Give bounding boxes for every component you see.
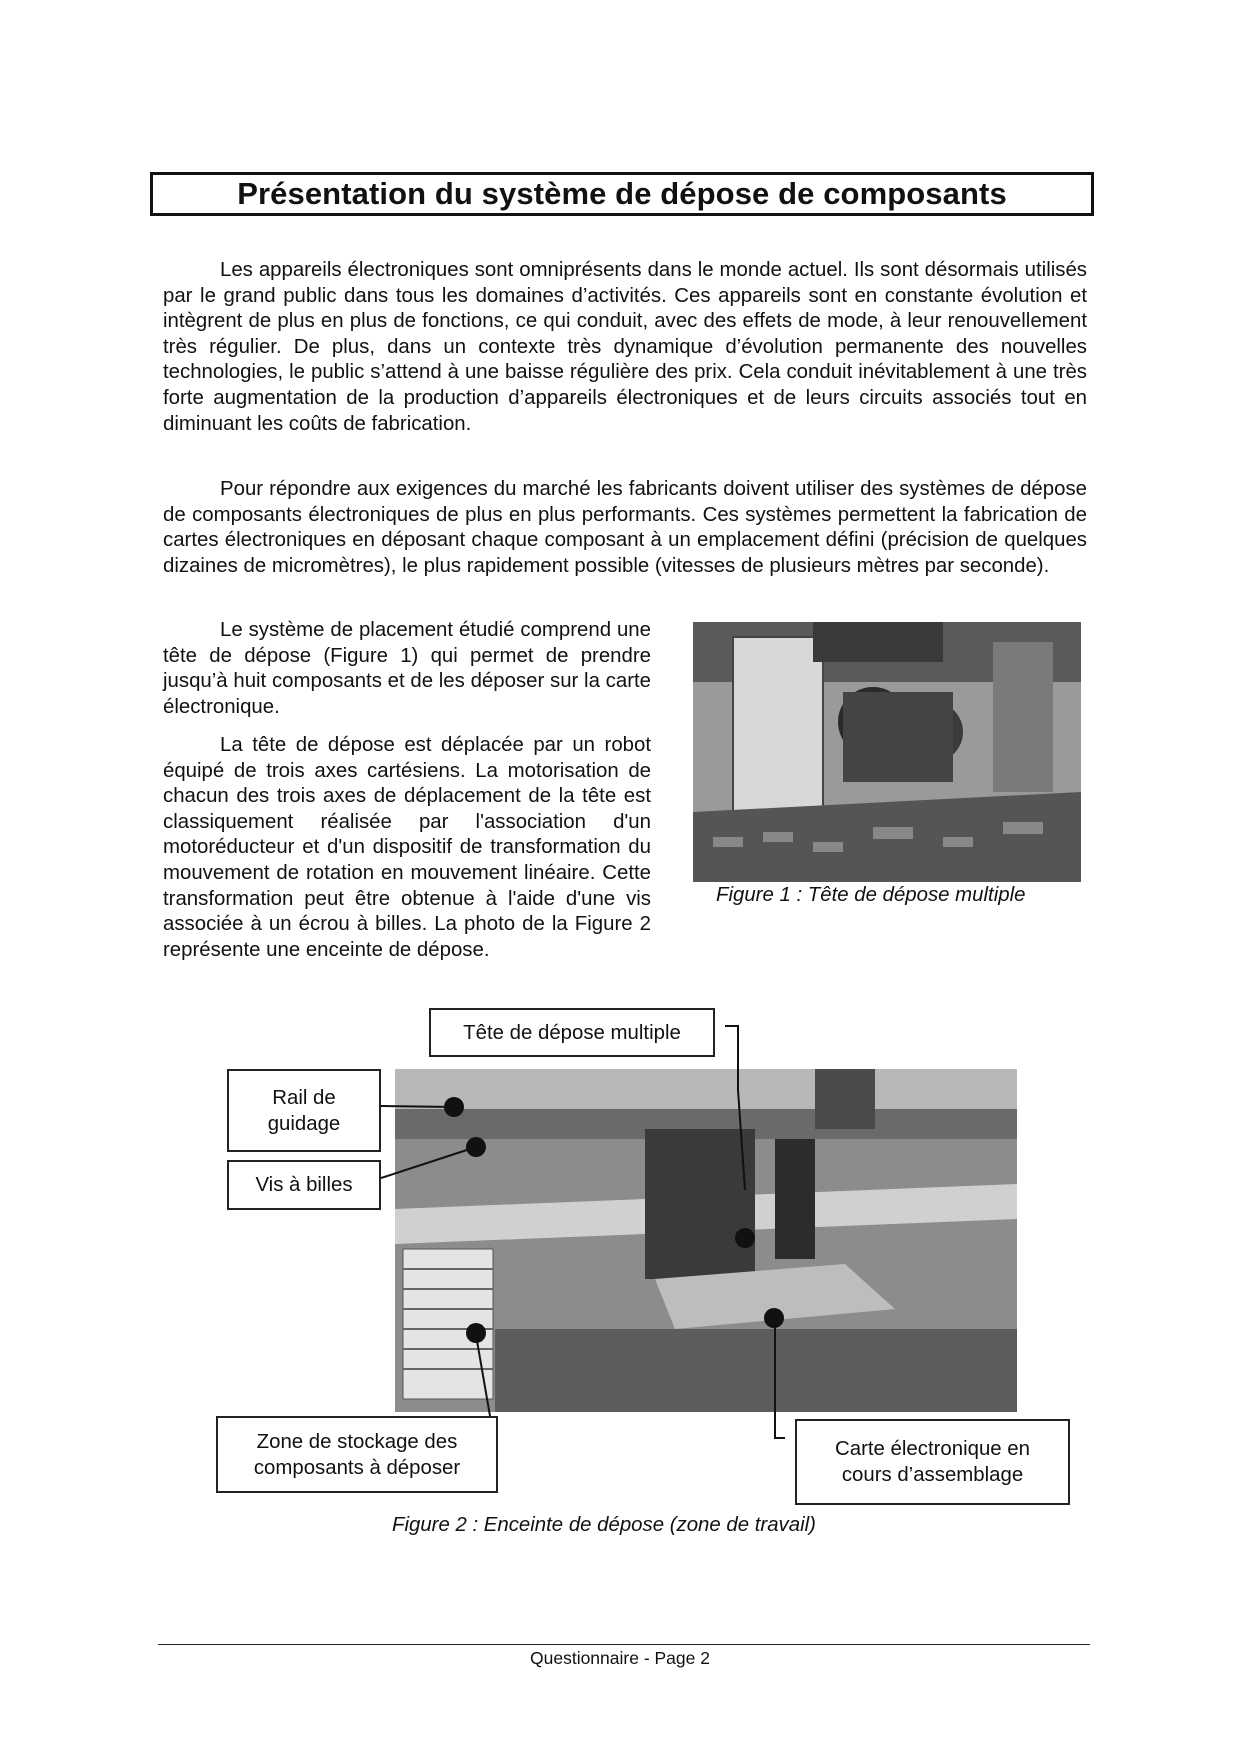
label-zone-line1: Zone de stockage des (256, 1430, 458, 1453)
page-footer: Questionnaire - Page 2 (530, 1648, 710, 1668)
label-rail-line1: Rail de (272, 1086, 336, 1109)
label-rail-guidage (227, 1069, 381, 1152)
label-tete-depose (429, 1008, 715, 1057)
label-vis-text: Vis à billes (255, 1174, 353, 1196)
footer-divider (158, 1644, 1090, 1645)
market-paragraph: Pour répondre aux exigences du marché les fabricants doivent utiliser des systèmes de dépose de composants électroniques de plus en plus performants. Ces systèmes permettent la fabrication de cartes électroniques en déposant chaque composant à un emplacement défini (précision de quelques dizaines de micromètres), le plus rapidement possible (vitesses de plusieurs mètres par seconde). (163, 478, 1087, 577)
label-zone-stockage (216, 1416, 498, 1493)
placement-system-paragraph: Le système de placement étudié comprend une tête de dépose (Figure 1) qui permet de prendre jusqu’à huit composants et de les déposer sur la carte électronique. (163, 619, 651, 718)
robot-axes-paragraph: La tête de dépose est déplacée par un robot équipé de trois axes cartésiens. La motorisation de chacun des trois axes de déplacement de la tête est classiquement réalisée par l'association d'un motoréducteur et d'un dispositif de transformation du mouvement de rotation en mouvement linéaire. Cette transformation peut être obtenue à l'aide d'une vis associée à un écrou à billes. La photo de la Figure 2 représente une enceinte de dépose. (163, 734, 651, 961)
label-rail-line2: guidage (267, 1112, 341, 1135)
label-zone-line2: composants à déposer (253, 1456, 461, 1479)
figure1-caption: Figure 1 : Tête de dépose multiple (716, 884, 1026, 906)
label-vis-billes (227, 1160, 381, 1210)
label-carte-electronique (795, 1419, 1070, 1505)
intro-paragraph: Les appareils électroniques sont omniprésents dans le monde actuel. Ils sont désormais utilisés par le grand public dans tous les domaines d’activités. Ces appareils sont en constante évolution et intègrent de plus en plus de fonctions, ce qui conduit, avec des effets de mode, à leur renouvellement très régulier. De plus, dans un contexte très dynamique d’évolution permanente des nouvelles technologies, le public s’attend à une baisse régulière des prix. Cela conduit inévitablement à une très forte augmentation de la production d’appareils électroniques et de leurs circuits associés tout en diminuant les coûts de fabrication. (163, 259, 1087, 435)
label-tete-text: Tête de dépose multiple (463, 1021, 681, 1044)
figure2-caption: Figure 2 : Enceinte de dépose (zone de travail) (392, 1514, 816, 1536)
label-carte-line1: Carte électronique en (835, 1438, 1030, 1460)
page-title: Présentation du système de dépose de composants (150, 172, 1094, 216)
figure1-photo (693, 622, 1081, 882)
figure2-photo (395, 1069, 1017, 1412)
label-carte-line2: cours d’assemblage (841, 1464, 1024, 1486)
